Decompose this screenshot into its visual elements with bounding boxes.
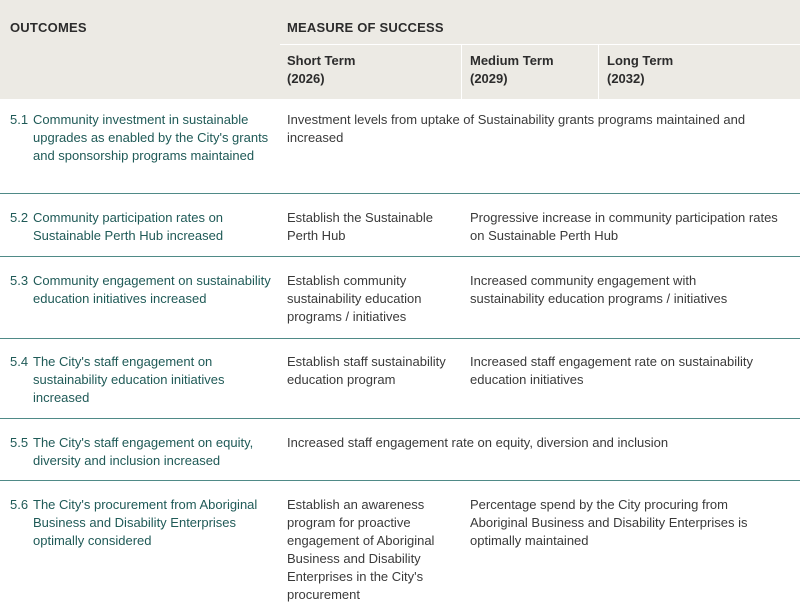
outcome-number: 5.2 — [10, 210, 29, 225]
measure-medium-long-term: Progressive increase in community participation rates on Sustainable Perth Hub — [470, 210, 778, 243]
measure-medium-long-term: Percentage spend by the City procuring from Aboriginal Business and Disability Enterprises is optimally maintained — [470, 497, 748, 548]
outcome-number: 5.4 — [10, 354, 29, 369]
header-medium-term — [470, 52, 554, 88]
table-row-outcome — [10, 353, 278, 407]
header-outcomes: OUTCOMES — [10, 20, 87, 35]
table-row-outcome — [10, 111, 278, 165]
outcome-number: 5.6 — [10, 497, 29, 512]
measure-short-term: Establish community sustainability education programs / initiatives — [287, 273, 422, 324]
outcome-number: 5.3 — [10, 273, 29, 288]
outcome-text: The City's procurement from Aboriginal Business and Disability Enterprises optimally considered — [33, 497, 258, 548]
table-row-outcome — [10, 209, 278, 245]
long-term-year: (2032) — [607, 71, 645, 86]
table-row-outcome — [10, 496, 278, 550]
short-term-label: Short Term — [287, 53, 356, 68]
outcome-text: Community participation rates on Sustainable Perth Hub increased — [33, 210, 224, 243]
table-row-outcome — [10, 434, 278, 470]
header-divider — [598, 44, 599, 99]
outcome-text: Community investment in sustainable upgrades as enabled by the City's grants and sponsorship programs maintained — [33, 112, 269, 163]
outcome-number: 5.1 — [10, 112, 29, 127]
row-separator — [0, 338, 800, 339]
header-divider — [461, 44, 462, 99]
outcome-text: Community engagement on sustainability education initiatives increased — [33, 273, 271, 306]
measure-short-term: Establish staff sustainability education program — [287, 354, 446, 387]
measure-all-terms: Investment levels from uptake of Sustainability grants programs maintained and increased — [287, 112, 746, 145]
table-header — [0, 0, 800, 99]
measure-short-term: Establish the Sustainable Perth Hub — [287, 210, 433, 243]
header-long-term — [607, 52, 673, 88]
header-short-term — [287, 52, 355, 88]
short-term-year: (2026) — [287, 71, 325, 86]
header-divider — [280, 44, 800, 45]
outcome-number: 5.5 — [10, 435, 29, 450]
medium-term-year: (2029) — [470, 71, 508, 86]
measure-medium-long-term: Increased community engagement with sustainability education programs / initiatives — [470, 273, 728, 306]
outcome-text: The City's staff engagement on sustainability education initiatives increased — [33, 354, 225, 405]
table-row-outcome — [10, 272, 278, 308]
row-separator — [0, 480, 800, 481]
row-separator — [0, 256, 800, 257]
row-separator — [0, 193, 800, 194]
measure-medium-long-term: Increased staff engagement rate on sustainability education initiatives — [470, 354, 754, 387]
header-measure-of-success: MEASURE OF SUCCESS — [287, 20, 444, 35]
measure-all-terms: Increased staff engagement rate on equity, diversion and inclusion — [287, 435, 669, 450]
outcome-text: The City's staff engagement on equity, diversity and inclusion increased — [33, 435, 254, 468]
measure-short-term: Establish an awareness program for proactive engagement of Aboriginal Business and Disability Enterprises in the City's procurement — [287, 497, 435, 602]
medium-term-label: Medium Term — [470, 53, 554, 68]
long-term-label: Long Term — [607, 53, 674, 68]
row-separator — [0, 418, 800, 419]
